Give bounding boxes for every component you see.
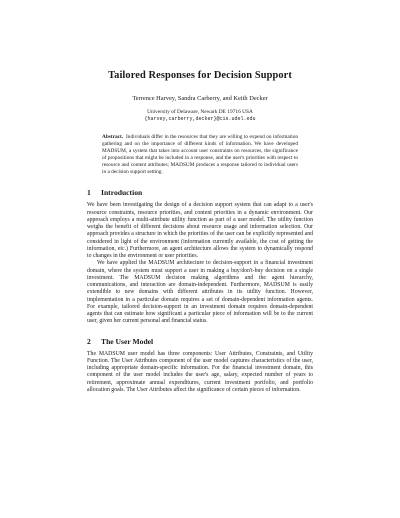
section-title: The User Model <box>101 336 154 346</box>
section-title: Introduction <box>101 188 143 198</box>
abstract-text: Individuals differ in the resources that they are willing to expend on information gathering and on the importance of different kinds of information. We have developed MADSUM, a system that takes into account user constraints on resources, the significance of propositions that might be included in a response, and the user's priorities with respect to resource and content attributes; MADSUM produces a response tailored to individual users in a decision support setting. <box>102 134 298 175</box>
affiliation: University of Delaware, Newark DE 19716 USA <box>147 109 253 115</box>
section-number: 2 <box>87 336 91 346</box>
author-email: {harvey,carberry,decker}@cis.udel.edu <box>144 116 256 122</box>
abstract <box>102 134 298 175</box>
author-list: Terrence Harvey, Sandra Carberry, and Keith Decker <box>132 95 268 102</box>
paper-title: Tailored Responses for Decision Support <box>108 70 292 81</box>
section-number: 1 <box>87 188 91 198</box>
section-heading-introduction <box>87 188 313 197</box>
abstract-label: Abstract. <box>102 134 124 140</box>
intro-paragraph-1: We have been investigating the design of a decision support system that can adapt to a user's resource constraints, resource priorities, and content priorities in a dynamic environment. Our approach employs a multi-attribute utility function as part of a user model. The utility function weighs the benefit of different decisions about resource usage and information selection. Our approach provides a structure in which the priorities of the user can be explicitly represented and considered in light of the environment (information currently available, the cost of getting the information, etc.) Furthermore, an agent architecture allows the system to dynamically respond to changes in the environment or user priorities. <box>87 202 313 260</box>
intro-paragraph-2: We have applied the MADSUM architecture to decision-support in a financial investment domain, where the system must support a user in making a buy/don't-buy decision on a single investment. The MADSUM decision making algorithms and the agent hierarchy, communications, and interaction are domain-independent. Furthermore, MADSUM is easily extendible to new domains with different attributes in its utility function. However, implementation in a particular domain requires a set of domain-dependent information agents. For example, tailored decision-support in an investment domain requires domain-dependent agents that can estimate how significant a particular piece of information will be to the current user, given her current personal and financial status. <box>87 260 313 325</box>
user-model-paragraph-1: The MADSUM user model has three components: User Attributes, Constraints, and Utility Function. The User Attributes component of the user model captures characteristics of the user, including appropriate domain-specific information. For the financial investment domain, this component of the user model includes the user's age, salary, expected number of years to retirement, approximate annual expenditures, current investment portfolio, and portfolio allocation goals. The User Attributes affect the significance of certain pieces of information. <box>87 350 313 393</box>
section-heading-user-model <box>87 337 313 346</box>
